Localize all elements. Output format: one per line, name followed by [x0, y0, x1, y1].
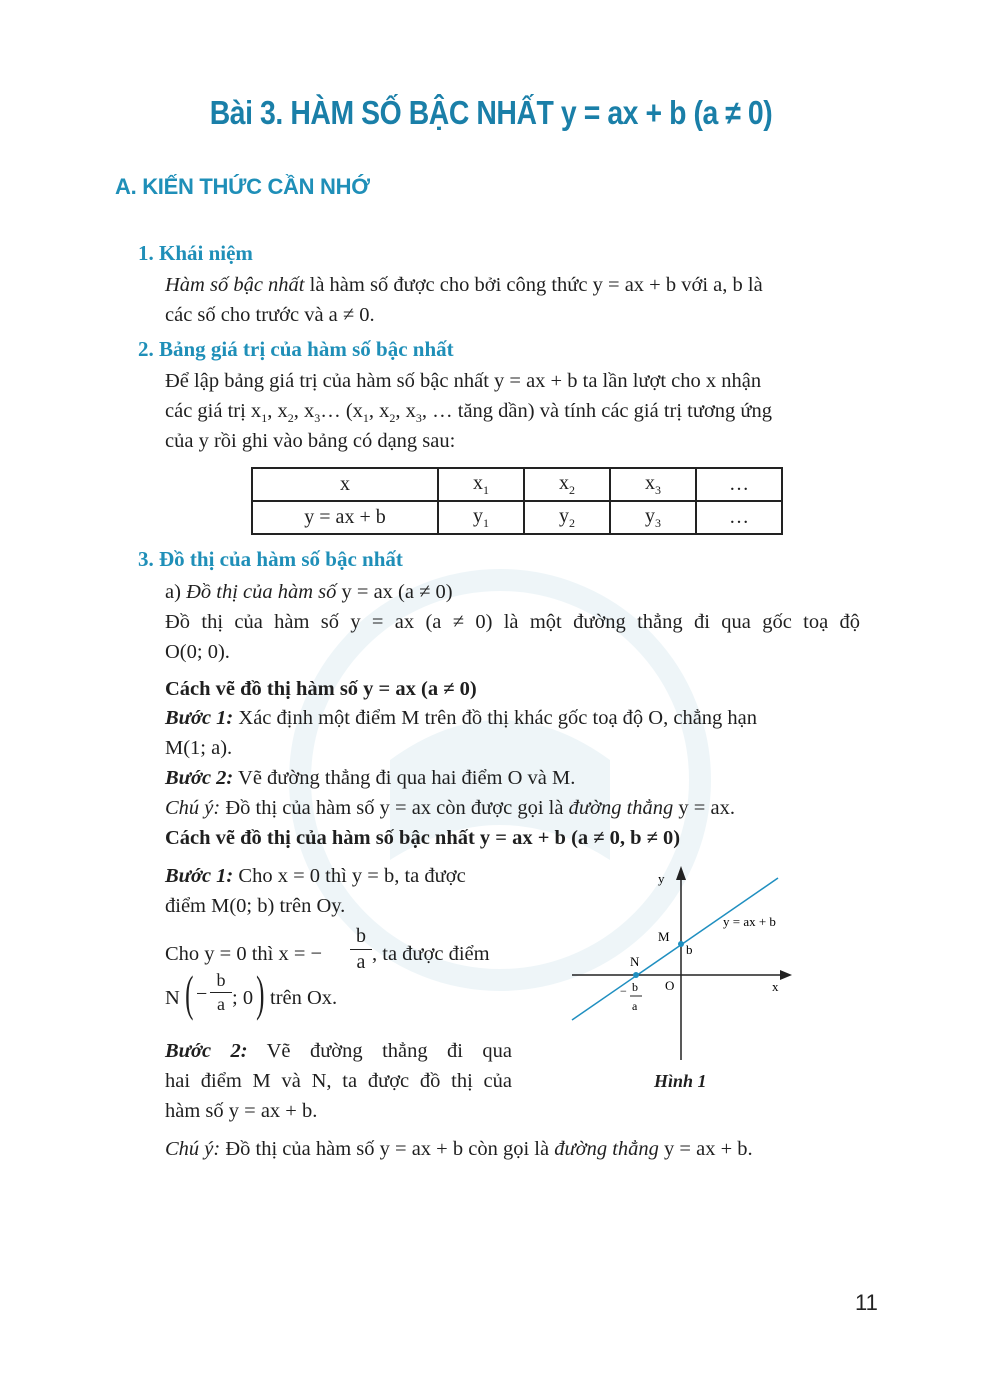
point-M	[678, 941, 684, 947]
step1-axb-after: , ta được điểm	[372, 943, 490, 965]
minus-sign: −	[196, 983, 208, 1005]
concept-line-2: các số cho trước và a ≠ 0.	[165, 304, 375, 326]
step1-axb-cont: điểm M(0; b) trên Oy.	[165, 895, 346, 917]
neg-fraction-num: b	[632, 980, 638, 994]
page-title: Bài 3. HÀM SỐ BẬC NHẤT y = ax + b (a ≠ 0)	[209, 94, 773, 131]
neg-fraction-den: a	[632, 999, 638, 1013]
point-N	[633, 972, 639, 978]
graph-line	[572, 878, 778, 1020]
figure-graph	[560, 860, 800, 1100]
fraction-neg-b-over-a: b a	[210, 970, 232, 1015]
point-N-on-ox: trên Ox.	[270, 987, 338, 1009]
paren-right: )	[256, 965, 265, 1021]
step1-ax: Bước 1: Xác định một điểm M trên đồ thị khác gốc toạ độ O, chẳng hạn	[165, 707, 758, 729]
table-cell: $x_1$	[438, 468, 524, 501]
origin-label: O	[665, 978, 675, 993]
howto-axb-heading: Cách vẽ đồ thị của hàm số bậc nhất y = ax + b (a ≠ 0, b ≠ 0)	[165, 827, 681, 849]
heading-graph: 3. Đồ thị của hàm số bậc nhất	[138, 547, 403, 571]
y-axis-arrow	[676, 866, 686, 880]
page-number: 11	[855, 1290, 878, 1315]
graph-para-line-2: O(0; 0).	[165, 641, 230, 663]
table-cell: x	[252, 468, 438, 501]
table-cell: $y_2$	[524, 501, 610, 534]
step2-axb: Bước 2: Vẽ đường thẳng đi qua	[165, 1040, 512, 1062]
concept-line-1: Hàm số bậc nhất là hàm số được cho bởi công thức y = ax + b với a, b là	[165, 274, 763, 296]
graph-subheading-a: a) Đồ thị của hàm số y = ax (a ≠ 0)	[165, 581, 453, 603]
point-N-label: N	[165, 987, 180, 1009]
table-cell: $x_2$	[524, 468, 610, 501]
table-row	[252, 468, 782, 501]
table-intro-line-2: các giá trị $x_1$, $x_2$, $x_3\dots$ ($x_1$, $x_2$, $x_3$, … tăng dần) và tính các giá trị tương ứng	[165, 400, 773, 426]
note-ax: Chú ý: Đồ thị của hàm số y = ax còn được gọi là đường thẳng y = ax.	[165, 797, 735, 819]
x-axis-arrow	[780, 970, 792, 980]
figure-caption: Hình 1	[654, 1071, 707, 1091]
step1-axb: Bước 1: Cho x = 0 thì y = b, ta được	[165, 865, 466, 887]
step2-axb-cont2: hàm số y = ax + b.	[165, 1100, 318, 1122]
step1-ax-cont: M(1; a).	[165, 737, 233, 759]
table-intro-line-3: của y rồi ghi vào bảng có dạng sau:	[165, 430, 456, 452]
step2-axb-cont: hai điểm M và N, ta được đồ thị của	[165, 1070, 512, 1092]
fraction-denominator: a	[356, 951, 366, 973]
x-axis-label: x	[772, 979, 779, 994]
table-cell: $x_3$	[610, 468, 696, 501]
note-axb: Chú ý: Đồ thị của hàm số y = ax + b còn gọi là đường thẳng y = ax + b.	[165, 1138, 753, 1160]
paren-left: (	[185, 965, 194, 1021]
point-N-tail: ; 0	[232, 987, 254, 1009]
table-cell: $y_3$	[610, 501, 696, 534]
fraction-b-over-a	[350, 925, 372, 974]
howto-ax-heading: Cách vẽ đồ thị hàm số y = ax (a ≠ 0)	[165, 678, 477, 700]
value-table	[251, 467, 783, 535]
graph-para-line-1: Đồ thị của hàm số y = ax (a ≠ 0) là một đường thẳng đi qua gốc toạ độ	[165, 611, 860, 633]
step2-ax: Bước 2: Vẽ đường thẳng đi qua hai điểm O và M.	[165, 767, 576, 789]
step1-axb-cho: Cho y = 0 thì x = −	[165, 943, 323, 965]
table-intro-line-1: Để lập bảng giá trị của hàm số bậc nhất y = ax + b ta lần lượt cho x nhận	[165, 370, 762, 392]
neg-fraction-minus: −	[620, 984, 627, 998]
fraction-numerator: b	[356, 925, 366, 947]
y-axis-label: y	[658, 871, 665, 886]
table-row	[252, 501, 782, 534]
table-cell: y = ax + b	[252, 501, 438, 534]
heading-value-table: 2. Bảng giá trị của hàm số bậc nhất	[138, 337, 454, 361]
b-label: b	[686, 942, 693, 957]
line-label: y = ax + b	[723, 914, 776, 929]
table-cell: …	[696, 501, 782, 534]
section-heading: A. KIẾN THỨC CẦN NHỚ	[115, 174, 370, 199]
table-cell: …	[696, 468, 782, 501]
table-cell: $y_1$	[438, 501, 524, 534]
heading-concept: 1. Khái niệm	[138, 241, 253, 265]
N-label: N	[630, 954, 640, 969]
M-label: M	[658, 929, 670, 944]
